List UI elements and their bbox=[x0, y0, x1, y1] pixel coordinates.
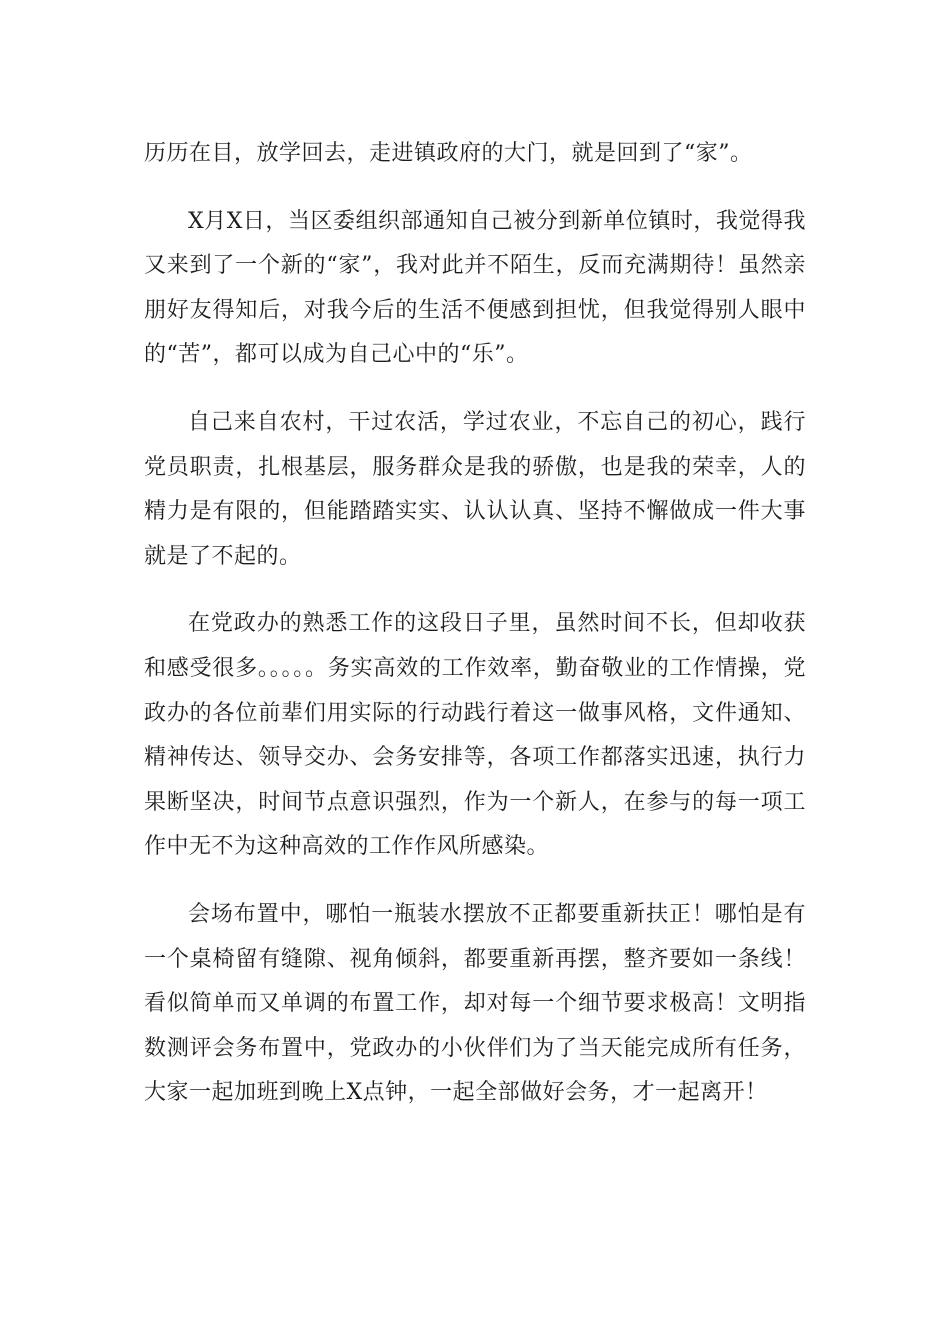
paragraph-venue-setup: 会场布置中，哪怕一瓶装水摆放不正都要重新扶正！哪怕是有一个桌椅留有缝隙、视角倾斜，都要重新再摆，整齐要如一条线！看似简单而又单调的布置工作，却对每一个细节要求极高！文明指数测评会务布置中，党政办的小伙伴们为了当天能完成所有任务，大家一起加班到晚上X点钟，一起全部做好会务，才一起离开！ bbox=[144, 901, 806, 1106]
body-text bbox=[144, 132, 806, 1116]
paragraph-rural-origin: 自己来自农村，干过农活，学过农业，不忘自己的初心，践行党员职责，扎根基层，服务群众是我的骄傲，也是我的荣幸，人的精力是有限的，但能踏踏实实、认认认真、坚持不懈做成一件大事就是了不起的。 bbox=[144, 409, 806, 569]
paragraph-continuation: 历历在目，放学回去，走进镇政府的大门，就是回到了“家”。 bbox=[144, 141, 753, 166]
paragraph-new-unit: X月X日，当区委组织部通知自己被分到新单位镇时，我觉得我又来到了一个新的“家”，我对此并不陌生，反而充满期待！虽然亲朋好友得知后，对我今后的生活不便感到担忧，但我觉得别人眼中的“苦”，都可以成为自己心中的“乐”。 bbox=[144, 208, 806, 368]
paragraph-office-work: 在党政办的熟悉工作的这段日子里，虽然时间不长，但却收获和感受很多。。。。。务实高效的工作效率，勤奋敬业的工作情操，党政办的各位前辈们用实际的行动践行着这一做事风格，文件通知、精神传达、领导交办、会务安排等，各项工作都落实迅速，执行力果断坚决，时间节点意识强烈，作为一个新人，在参与的每一项工作中无不为这种高效的工作作风所感染。 bbox=[144, 611, 806, 860]
